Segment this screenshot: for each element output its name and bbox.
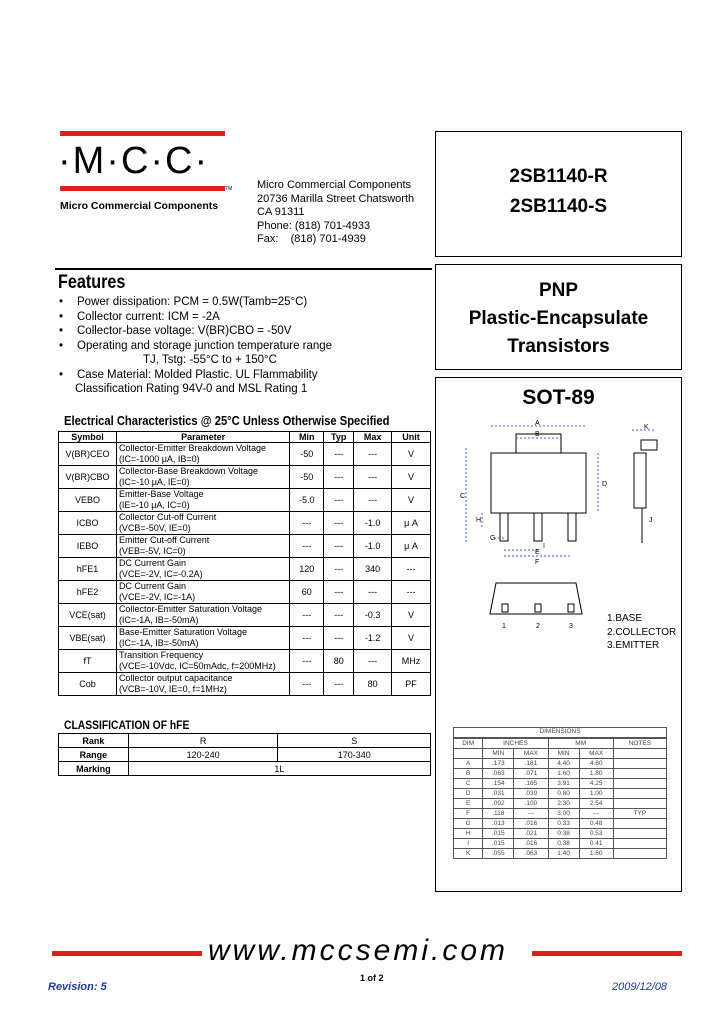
ec-symbol: VEBO (59, 489, 117, 512)
ec-symbol: Cob (59, 673, 117, 696)
ec-parameter-condition: (IC=-1000 μA, IB=0) (118, 454, 200, 464)
ec-symbol: ICBO (59, 512, 117, 535)
ec-unit: V (392, 443, 431, 466)
dim-cell: .013 (483, 819, 514, 829)
ec-parameter-name: Collector-Emitter Saturation Voltage (118, 604, 263, 614)
page-number: 1 of 2 (360, 973, 384, 983)
ec-min: --- (290, 604, 324, 627)
electrical-table (58, 431, 431, 696)
dim-cell: 0.48 (579, 819, 613, 829)
dim-cell: 0.38 (548, 829, 579, 839)
ec-parameter (116, 650, 289, 673)
ec-max: 80 (354, 673, 392, 696)
address-block (257, 179, 414, 247)
ec-max: -1.2 (354, 627, 392, 650)
ec-unit: MHz (392, 650, 431, 673)
ec-parameter (116, 673, 289, 696)
ec-max: -1.0 (354, 535, 392, 558)
dim-row (454, 799, 667, 809)
dim-cell: D (454, 789, 483, 799)
ec-symbol: VCE(sat) (59, 604, 117, 627)
ec-parameter (116, 604, 289, 627)
ec-unit: --- (392, 581, 431, 604)
ec-max: --- (354, 581, 392, 604)
dim-cell: 1.00 (579, 789, 613, 799)
dim-cell: 0.38 (548, 839, 579, 849)
classification-title: CLASSIFICATION OF hFE (64, 718, 190, 732)
ec-parameter-name: Emitter Cut-off Current (118, 535, 210, 545)
feature-item: • Collector current: ICM = -2A (57, 310, 437, 325)
dim-header-max: MAX (514, 749, 548, 759)
dim-cell: 0.41 (579, 839, 613, 849)
ec-parameter (116, 627, 289, 650)
ec-parameter (116, 558, 289, 581)
dim-cell: F (454, 809, 483, 819)
dim-cell (613, 759, 666, 769)
dim-cell (613, 829, 666, 839)
ec-parameter-condition: (VCE=-2V, IC=-0.2A) (118, 569, 203, 579)
dim-header-min: MIN (483, 749, 514, 759)
ec-row (59, 627, 431, 650)
dim-row (454, 809, 667, 819)
dim-label-f: F (535, 559, 540, 566)
ec-min: -5.0 (290, 489, 324, 512)
dim-label-j: J (649, 517, 653, 524)
ec-row (59, 443, 431, 466)
pin-base: 1.BASE (607, 613, 643, 624)
ec-parameter-name: DC Current Gain (118, 558, 186, 568)
cls-marking-label: Marking (59, 762, 129, 776)
ec-row (59, 581, 431, 604)
dim-cell: .016 (514, 839, 548, 849)
ec-max: --- (354, 650, 392, 673)
dim-cell: 0.80 (548, 789, 579, 799)
dim-cell (613, 769, 666, 779)
ec-row (59, 650, 431, 673)
ec-typ: --- (324, 581, 354, 604)
dim-header-notes: NOTES (613, 739, 666, 749)
features-rule (55, 268, 432, 270)
ec-min: --- (290, 650, 324, 673)
dim-cell: .063 (483, 769, 514, 779)
ec-symbol: fT (59, 650, 117, 673)
dim-row (454, 789, 667, 799)
ec-min: --- (290, 673, 324, 696)
dim-cell: 0.53 (579, 829, 613, 839)
dim-cell: H (454, 829, 483, 839)
pin-3-label: 3 (569, 623, 573, 630)
ec-parameter (116, 466, 289, 489)
pin-collector: 2.COLLECTOR (607, 626, 677, 638)
dim-cell: 4.40 (548, 759, 579, 769)
ec-typ: --- (324, 489, 354, 512)
dim-row (454, 769, 667, 779)
part-number-r: 2SB1140-R (509, 166, 608, 187)
ec-symbol: hFE1 (59, 558, 117, 581)
dim-cell: --- (514, 809, 548, 819)
type-plastic: Plastic-Encapsulate (468, 308, 649, 329)
revision: Revision: 5 (48, 981, 107, 993)
dim-cell: .165 (514, 779, 548, 789)
dim-label-k: K (644, 424, 649, 431)
dim-cell: A (454, 759, 483, 769)
dim-cell: .154 (483, 779, 514, 789)
package-title: SOT-89 (522, 386, 595, 409)
cls-range-label: Range (59, 748, 129, 762)
dim-cell: G (454, 819, 483, 829)
ec-max: -0.3 (354, 604, 392, 627)
type-transistors: Transistors (507, 336, 610, 357)
ec-typ: --- (324, 535, 354, 558)
dim-cell: .092 (483, 799, 514, 809)
feature-item: • Collector-base voltage: V(BR)CBO = -50V (57, 324, 437, 339)
ec-min: 60 (290, 581, 324, 604)
cls-range-r: 120-240 (128, 748, 278, 762)
ec-unit: μ A (392, 535, 431, 558)
ec-symbol: V(BR)CEO (59, 443, 117, 466)
ec-unit: V (392, 489, 431, 512)
ec-typ: 80 (324, 650, 354, 673)
dim-row (454, 829, 667, 839)
date: 2009/12/08 (612, 981, 668, 993)
dim-cell: 2.54 (579, 799, 613, 809)
dim-row (454, 839, 667, 849)
dim-cell: 3.91 (548, 779, 579, 789)
dim-cell: 2.30 (548, 799, 579, 809)
pin-1-label: 1 (502, 623, 506, 630)
dim-cell: B (454, 769, 483, 779)
ec-unit: V (392, 627, 431, 650)
dim-cell (613, 849, 666, 859)
dimensions-table (453, 738, 667, 859)
dim-cell: .055 (483, 849, 514, 859)
dim-label-d: D (602, 481, 608, 488)
ec-unit: PF (392, 673, 431, 696)
dim-cell: 1.80 (579, 769, 613, 779)
pin-emitter: 3.EMITTER (607, 640, 660, 651)
footer-left-bar (52, 951, 202, 956)
dim-cell: TYP (613, 809, 666, 819)
dim-row (454, 819, 667, 829)
footer-right-bar (532, 951, 682, 956)
ec-parameter (116, 581, 289, 604)
ec-min: --- (290, 512, 324, 535)
ec-symbol: IEBO (59, 535, 117, 558)
ec-symbol: VBE(sat) (59, 627, 117, 650)
cls-rank-s: S (278, 734, 431, 748)
dim-label-e: E (535, 549, 540, 556)
company-name: Micro Commercial Components (60, 200, 219, 212)
ec-symbol: V(BR)CBO (59, 466, 117, 489)
ec-typ: --- (324, 558, 354, 581)
dim-cell (613, 779, 666, 789)
dim-header-min-mm: MIN (548, 749, 579, 759)
package-box (435, 377, 682, 892)
dim-cell: 1.60 (579, 849, 613, 859)
ec-max: 340 (354, 558, 392, 581)
ec-unit: μ A (392, 512, 431, 535)
ec-typ: --- (324, 466, 354, 489)
address-line2: 20736 Marilla Street Chatsworth (257, 192, 415, 205)
dim-cell: --- (579, 809, 613, 819)
ec-header-parameter: Parameter (116, 432, 289, 443)
ec-parameter-condition: (IC=-1A, IB=-50mA) (118, 615, 199, 625)
ec-parameter-condition: (IC=-1A, IB=-50mA) (118, 638, 199, 648)
feature-item: • Power dissipation: PCM = 0.5W(Tamb=25°C) (57, 295, 437, 310)
ec-parameter-name: Collector-Base Breakdown Voltage (118, 466, 259, 476)
ec-parameter (116, 489, 289, 512)
ec-max: --- (354, 466, 392, 489)
pin-legend (607, 612, 676, 653)
feature-item: • Case Material: Molded Plastic. UL Flammability (57, 368, 437, 383)
ec-parameter-name: Transition Frequency (118, 650, 204, 660)
ec-min: --- (290, 535, 324, 558)
website-url[interactable]: www.mccsemi.com (208, 934, 509, 967)
classification-table-wrap (58, 733, 431, 776)
ec-parameter (116, 443, 289, 466)
feature-temp-range: TJ, Tstg: -55°C to + 150°C (143, 354, 277, 366)
ec-max: -1.0 (354, 512, 392, 535)
features-list (57, 295, 437, 397)
dim-cell: C (454, 779, 483, 789)
device-type-box (435, 264, 682, 370)
pin-2-label: 2 (536, 623, 540, 630)
ec-typ: --- (324, 627, 354, 650)
part-number-box (435, 131, 682, 257)
dim-row (454, 779, 667, 789)
ec-unit: V (392, 604, 431, 627)
ec-row (59, 535, 431, 558)
dim-cell: .118 (483, 809, 514, 819)
dim-cell: .039 (514, 789, 548, 799)
logo-bottom-bar (60, 186, 225, 191)
dim-cell: 1.60 (548, 769, 579, 779)
dim-cell: .071 (514, 769, 548, 779)
ec-row (59, 558, 431, 581)
ec-typ: --- (324, 443, 354, 466)
feature-classification: Classification Rating 94V-0 and MSL Rating 1 (75, 383, 308, 395)
ec-row (59, 673, 431, 696)
address-line1: Micro Commercial Components (257, 179, 412, 191)
ec-parameter-condition: (IE=-10 μA, IC=0) (118, 500, 190, 510)
logo: ·M·C·C· (58, 140, 210, 182)
dim-label-a: A (535, 420, 540, 427)
dim-cell: E (454, 799, 483, 809)
electrical-table-wrap (58, 431, 431, 696)
dim-header-max-mm: MAX (579, 749, 613, 759)
ec-typ: --- (324, 604, 354, 627)
ec-header-unit: Unit (392, 432, 431, 443)
dim-cell: .031 (483, 789, 514, 799)
cls-rank-label: Rank (59, 734, 129, 748)
cls-marking: 1L (128, 762, 430, 776)
cls-rank-r: R (128, 734, 278, 748)
dim-row (454, 849, 667, 859)
ec-parameter (116, 535, 289, 558)
ec-max: --- (354, 489, 392, 512)
dim-cell: .015 (483, 829, 514, 839)
ec-parameter-condition: (VEB=-5V, IC=0) (118, 546, 186, 556)
address-line3: CA 91311 (257, 206, 305, 218)
dim-label-b: B (535, 431, 540, 438)
type-pnp: PNP (538, 280, 579, 301)
address-fax: Fax: (818) 701-4939 (257, 233, 366, 245)
ec-header-min: Min (290, 432, 324, 443)
ec-parameter-condition: (VCE=-2V, IC=-1A) (118, 592, 196, 602)
ec-typ: --- (324, 512, 354, 535)
ec-min: 120 (290, 558, 324, 581)
ec-symbol: hFE2 (59, 581, 117, 604)
dim-cell: .015 (483, 839, 514, 849)
dim-cell: 4.60 (579, 759, 613, 769)
ec-parameter-name: Base-Emitter Saturation Voltage (118, 627, 248, 637)
ec-parameter-condition: (VCE=-10Vdc, IC=50mAdc, f=200MHz) (118, 661, 276, 671)
dim-cell: .021 (514, 829, 548, 839)
ec-parameter (116, 512, 289, 535)
ec-min: -50 (290, 466, 324, 489)
ec-parameter-name: Collector output capacitance (118, 673, 233, 683)
ec-max: --- (354, 443, 392, 466)
ec-parameter-name: Collector-Emitter Breakdown Voltage (118, 443, 267, 453)
dimensions-title: DIMENSIONS (453, 727, 667, 738)
dim-cell: .181 (514, 759, 548, 769)
ec-parameter-condition: (VCB=-10V, IE=0, f=1MHz) (118, 684, 227, 694)
dim-header-inches: INCHES (483, 739, 548, 749)
part-number-s: 2SB1140-S (509, 196, 608, 217)
dim-cell: K (454, 849, 483, 859)
ec-parameter-name: Collector Cut-off Current (118, 512, 217, 522)
ec-parameter-name: DC Current Gain (118, 581, 186, 591)
dim-cell (613, 789, 666, 799)
dim-row (454, 759, 667, 769)
dim-cell: 1.40 (548, 849, 579, 859)
ec-parameter-condition: (VCB=-50V, IE=0) (118, 523, 191, 533)
dim-label-c: C (460, 493, 466, 500)
ec-header-symbol: Symbol (59, 432, 117, 443)
dim-header-dim: DIM (454, 739, 483, 749)
ec-header-max: Max (354, 432, 392, 443)
dim-cell (613, 839, 666, 849)
dim-header-mm: MM (548, 739, 613, 749)
ec-parameter-name: Emitter-Base Voltage (118, 489, 204, 499)
dim-cell: .173 (483, 759, 514, 769)
ec-min: -50 (290, 443, 324, 466)
cls-range-s: 170-340 (278, 748, 431, 762)
dim-cell: .063 (514, 849, 548, 859)
dim-cell: .016 (514, 819, 548, 829)
dim-label-g: G (490, 535, 496, 542)
feature-item: • Operating and storage junction temperature range (57, 339, 437, 354)
dim-cell: 0.33 (548, 819, 579, 829)
ec-row (59, 489, 431, 512)
dim-cell: 3.00 (548, 809, 579, 819)
electrical-title: Electrical Characteristics @ 25°C Unless Otherwise Specified (64, 413, 390, 428)
dim-cell (613, 799, 666, 809)
features-title: Features (58, 272, 126, 293)
ec-parameter-condition: (IC=-10 μA, IE=0) (118, 477, 190, 487)
ec-unit: --- (392, 558, 431, 581)
dim-cell: I (454, 839, 483, 849)
logo-top-bar (60, 131, 225, 136)
dim-cell: .100 (514, 799, 548, 809)
ec-typ: --- (324, 673, 354, 696)
dim-label-i: I (543, 543, 545, 550)
dim-cell: 4.25 (579, 779, 613, 789)
ec-min: --- (290, 627, 324, 650)
dimensions-table-wrap (453, 727, 667, 859)
ec-row (59, 512, 431, 535)
dim-label-h: H (476, 517, 482, 524)
address-phone: Phone: (818) 701-4933 (257, 219, 371, 232)
dim-cell (613, 819, 666, 829)
ec-unit: V (392, 466, 431, 489)
ec-row (59, 604, 431, 627)
trademark: TM (225, 186, 233, 192)
classification-table (58, 733, 431, 776)
ec-header-typ: Typ (324, 432, 354, 443)
ec-row (59, 466, 431, 489)
